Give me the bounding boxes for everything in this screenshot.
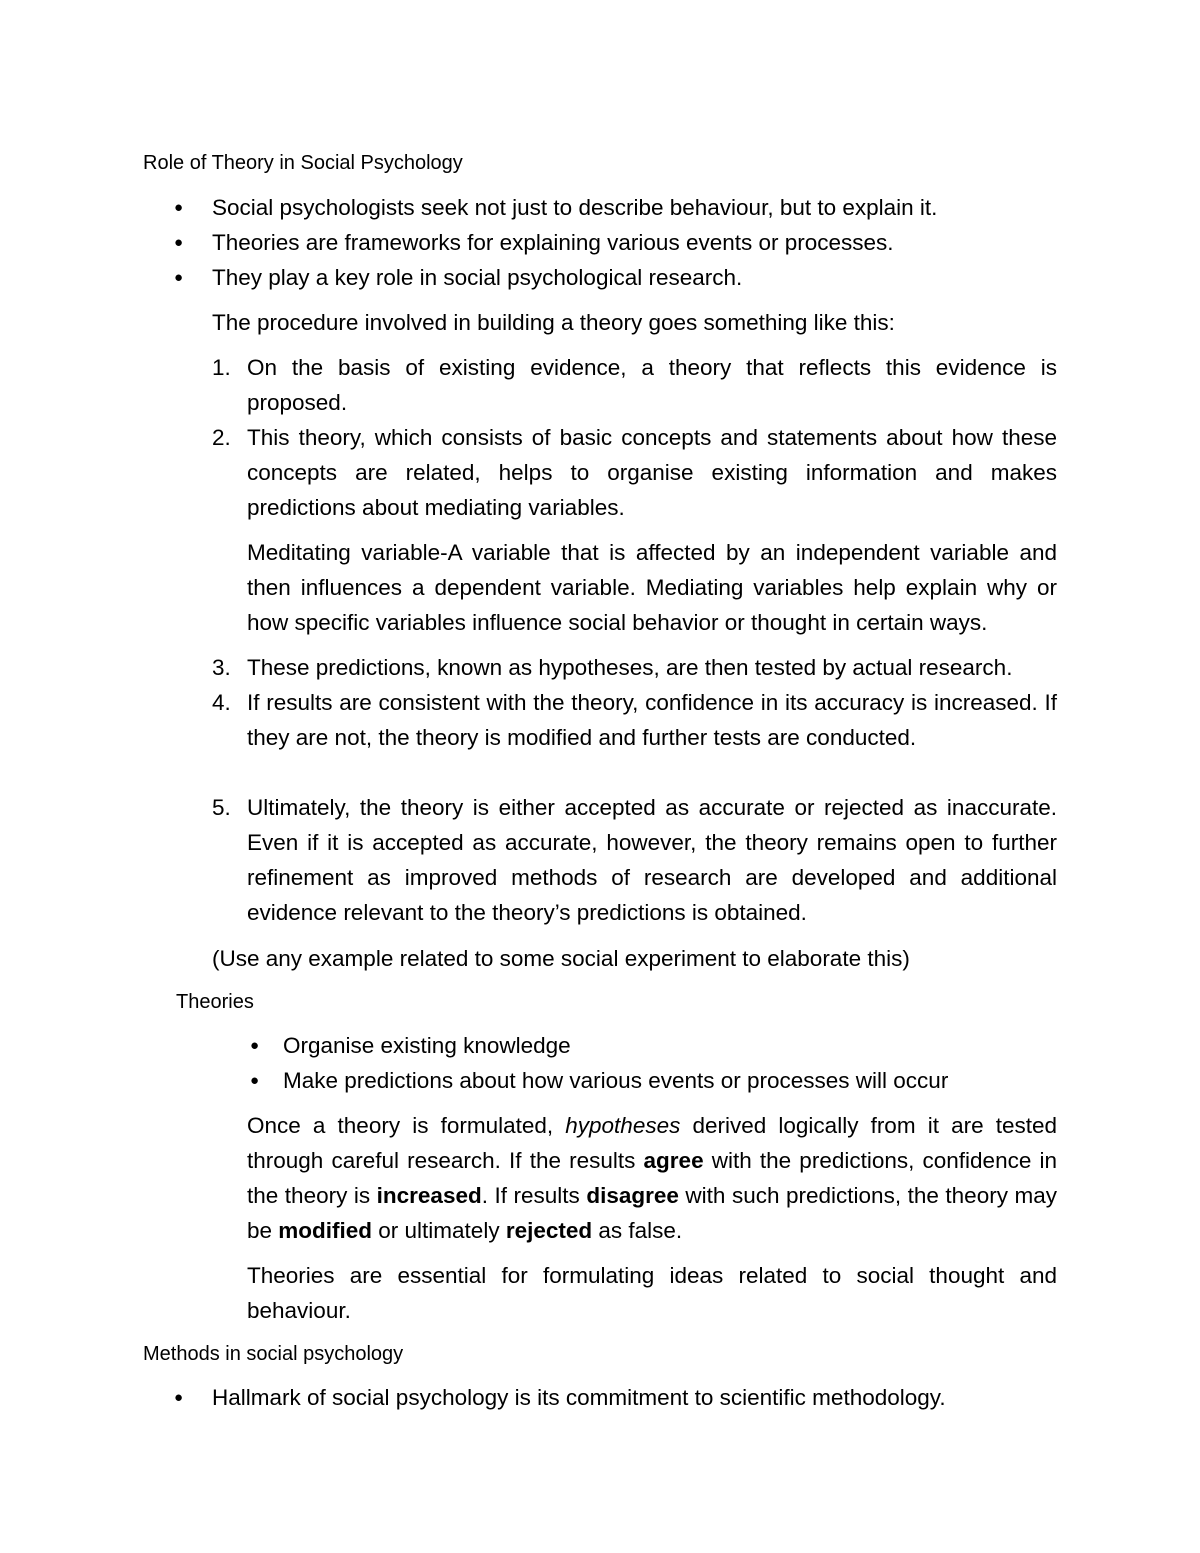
- section-heading-role-of-theory: Role of Theory in Social Psychology: [143, 152, 463, 174]
- agree-emphasis: agree: [643, 1148, 704, 1173]
- step-text: If results are consistent with the theory, confidence in its accuracy is increased. If they are not, the theory is modified and further tests are conducted.: [247, 690, 1057, 750]
- bullet-dot: ●: [250, 1072, 260, 1089]
- bullet-dot: ●: [250, 1037, 260, 1054]
- formulated-paragraph: Once a theory is formulated, hypotheses derived logically from it are tested through careful research. If the results agree with the predictions, confidence in the theory is increased. If results disagree with such predictions, the theory may be modified or ultimately rejected as false.: [247, 1113, 1058, 1243]
- bullet-dot: ●: [174, 234, 184, 251]
- step-text: This theory, which consists of basic concepts and statements about how these concepts are related, helps to organise existing information and makes predictions about mediating variables.: [247, 425, 1057, 520]
- bullet-item: Theories are frameworks for explaining various events or processes.: [212, 230, 894, 255]
- procedure-intro: The procedure involved in building a theory goes something like this:: [212, 310, 895, 335]
- step-text: On the basis of existing evidence, a theory that reflects this evidence is proposed.: [247, 355, 1057, 415]
- section-heading-methods: Methods in social psychology: [143, 1343, 404, 1365]
- essential-paragraph: Theories are essential for formulating ideas related to social thought and behaviour.: [247, 1263, 1057, 1323]
- increased-emphasis: increased: [376, 1183, 482, 1208]
- step-number: 2.: [212, 425, 231, 450]
- example-note: (Use any example related to some social experiment to elaborate this): [212, 946, 910, 971]
- bullet-item: They play a key role in social psychological research.: [212, 265, 743, 290]
- bullet-dot: ●: [174, 1389, 184, 1406]
- section-heading-theories: Theories: [176, 991, 254, 1013]
- rejected-emphasis: rejected: [505, 1218, 593, 1243]
- hypotheses-emphasis: hypotheses: [565, 1113, 681, 1138]
- mediating-variable-note: Meditating variable-A variable that is affected by an independent variable and then influences a dependent variable. Mediating variables help explain why or how specific variables influence social behavior or thought in certain ways.: [247, 540, 1057, 635]
- step-number: 3.: [212, 655, 231, 680]
- modified-emphasis: modified: [278, 1218, 373, 1243]
- bullet-item: Social psychologists seek not just to describe behaviour, but to explain it.: [212, 195, 938, 220]
- step-number: 4.: [212, 690, 231, 715]
- step-text: These predictions, known as hypotheses, are then tested by actual research.: [247, 655, 1013, 680]
- bullet-dot: ●: [174, 199, 184, 216]
- bullet-dot: ●: [174, 269, 184, 286]
- step-number: 5.: [212, 795, 231, 820]
- step-number: 1.: [212, 355, 231, 380]
- step-text: Ultimately, the theory is either accepted as accurate or rejected as inaccurate. Even if it is accepted as accurate, however, the theory remains open to further refinement as improved methods of research are developed and additional evidence relevant to the theory’s predictions is obtained.: [247, 795, 1057, 925]
- bullet-item: Organise existing knowledge: [283, 1033, 571, 1058]
- bullet-item: Make predictions about how various events or processes will occur: [283, 1068, 949, 1093]
- disagree-emphasis: disagree: [586, 1183, 679, 1208]
- bullet-item: Hallmark of social psychology is its commitment to scientific methodology.: [212, 1385, 946, 1410]
